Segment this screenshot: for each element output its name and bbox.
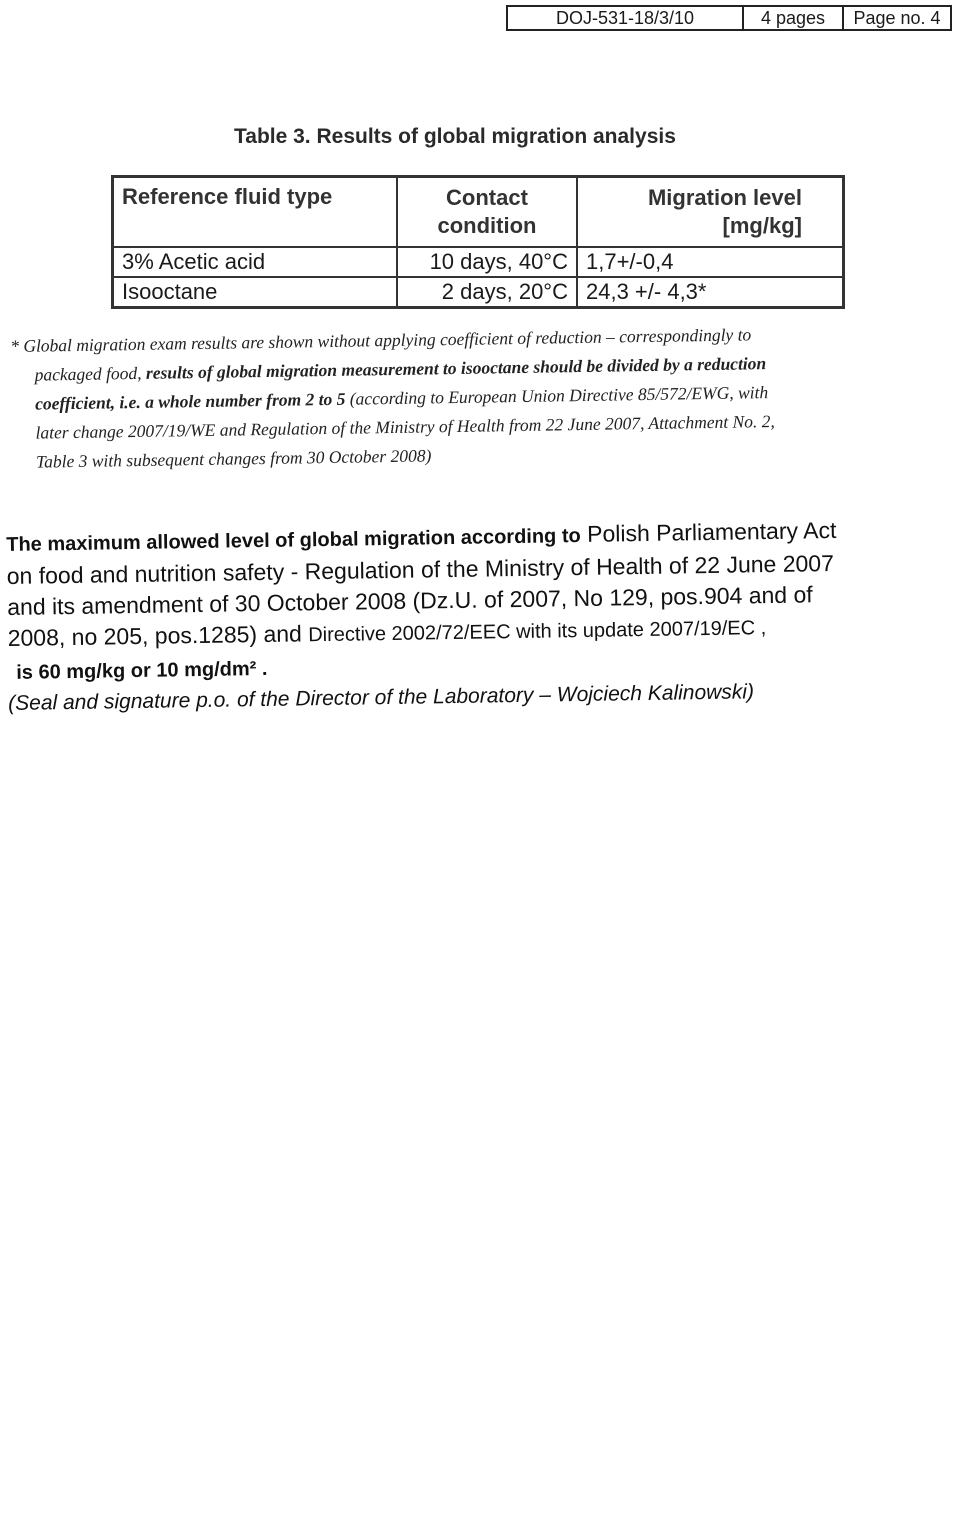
document-header-box bbox=[506, 5, 952, 31]
statement-text: 2008, no 205, pos.1285) and bbox=[7, 620, 309, 651]
footnote-bold-text: results of global migration measurement to isooctane should be divided by a reduction bbox=[145, 353, 767, 383]
footnote-text: (according to European Union Directive 85/572/EWG, with bbox=[345, 382, 769, 409]
statement-line: on food and nutrition safety - Regulation of the Ministry of Health of 22 June 2007 bbox=[6, 550, 835, 589]
footnote-text: packaged food, bbox=[34, 362, 147, 385]
header-fluid-type: Reference fluid type bbox=[113, 177, 398, 248]
table-row bbox=[113, 247, 844, 277]
header-migration-level bbox=[577, 177, 844, 248]
statement-text: Polish Parliamentary Act bbox=[580, 516, 837, 547]
table-row bbox=[113, 277, 844, 308]
footnote-line: * Global migration exam results are shown without applying coefficient of reduction – correspondingly to bbox=[10, 324, 752, 356]
footnote-bold-text: coefficient, i.e. a whole number from 2 to 5 bbox=[34, 388, 346, 414]
signature-note: (Seal and signature p.o. of the Director of the Laboratory – Wojciech Kalinowski) bbox=[8, 680, 755, 715]
footnote-line: Table 3 with subsequent changes from 30 October 2008) bbox=[35, 445, 432, 472]
doc-number: DOJ-531-18/3/10 bbox=[508, 7, 744, 29]
cell-fluid: Isooctane bbox=[113, 277, 398, 308]
header-contact-line2: condition bbox=[437, 213, 537, 238]
cell-fluid: 3% Acetic acid bbox=[113, 247, 398, 277]
cell-migration: 1,7+/-0,4 bbox=[577, 247, 844, 277]
table-title: Table 3. Results of global migration analysis bbox=[234, 125, 676, 148]
max-level-statement bbox=[6, 513, 958, 689]
page-number: Page no. 4 bbox=[853, 7, 941, 28]
statement-text: Directive 2002/72/EEC with its update 2007/19/EC , bbox=[308, 617, 767, 647]
table-header-row bbox=[113, 177, 844, 248]
results-table bbox=[111, 175, 845, 309]
statement-bold-text: The maximum allowed level of global migration according to bbox=[6, 524, 581, 556]
cell-contact: 10 days, 40°C bbox=[397, 247, 577, 277]
header-migration-line2: [mg/kg] bbox=[722, 213, 802, 238]
cell-migration: 24,3 +/- 4,3* bbox=[577, 277, 844, 308]
cell-contact: 2 days, 20°C bbox=[397, 277, 577, 308]
header-contact-line1: Contact bbox=[446, 185, 528, 210]
page-count: 4 pages bbox=[744, 7, 844, 29]
header-contact-condition bbox=[397, 177, 577, 248]
footnote-line: later change 2007/19/WE and Regulation of the Ministry of Health from 22 June 2007, Attachment No. 2, bbox=[35, 410, 775, 443]
statement-bold-text: is 60 mg/kg or 10 mg/dm² . bbox=[16, 657, 268, 684]
statement-line: and its amendment of 30 October 2008 (Dz.U. of 2007, No 129, pos.904 and of bbox=[7, 581, 813, 620]
header-migration-line1: Migration level bbox=[647, 185, 802, 210]
footnote bbox=[10, 318, 922, 477]
